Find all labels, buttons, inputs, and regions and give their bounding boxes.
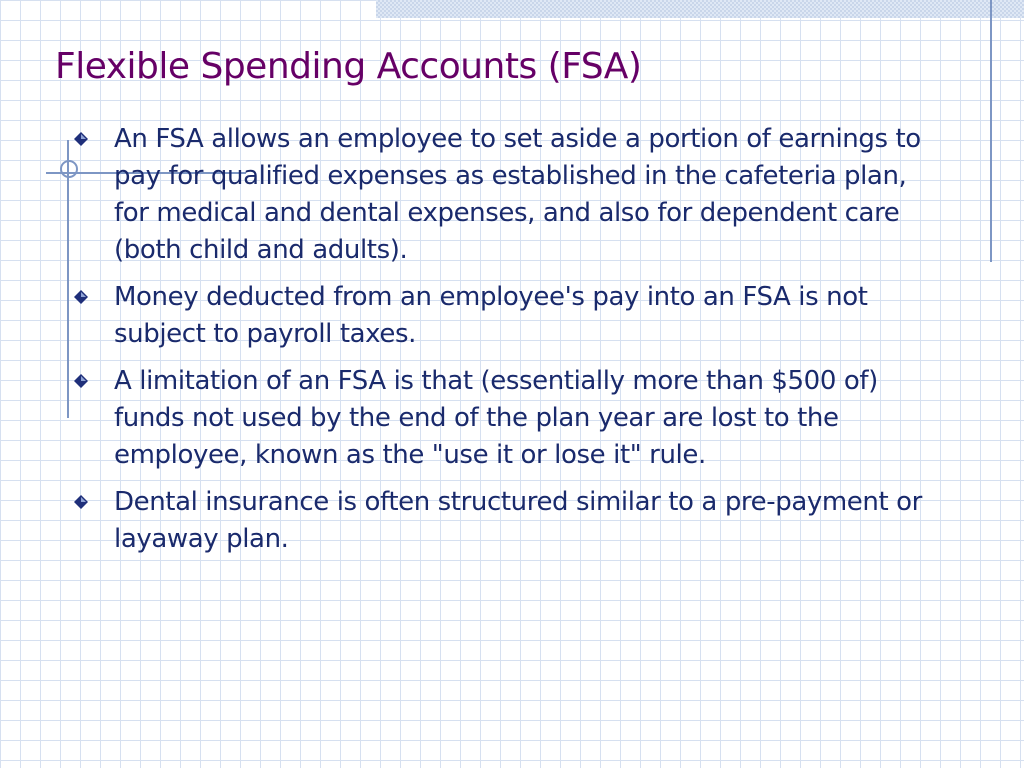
bullet-list [70,121,930,568]
bullet-text: A limitation of an FSA is that (essentially more than $500 of) funds not used by the end of the plan year are lost to the employee, known as the "use it or lose it" rule. [114,366,878,470]
bullet-text: Dental insurance is often structured similar to a pre-payment or layaway plan. [114,487,922,554]
left-vertical-rule [67,140,69,418]
diamond-bullet-icon [74,132,88,146]
bullet-item [70,121,930,269]
bullet-text: An FSA allows an employee to set aside a portion of earnings to pay for qualified expenses as established in the cafeteria plan, for medical and dental expenses, and also for dependent care (both child and adults). [114,124,921,265]
right-vertical-rule [990,0,992,262]
bullet-item [70,363,930,474]
bullet-item [70,484,930,558]
slide-title: Flexible Spending Accounts (FSA) [55,46,642,87]
diamond-bullet-icon [74,495,88,509]
diamond-bullet-icon [74,374,88,388]
top-right-pattern-band [376,0,1024,18]
diamond-bullet-icon [74,290,88,304]
bullet-text: Money deducted from an employee's pay into an FSA is not subject to payroll taxes. [114,282,868,349]
bullet-item [70,279,930,353]
